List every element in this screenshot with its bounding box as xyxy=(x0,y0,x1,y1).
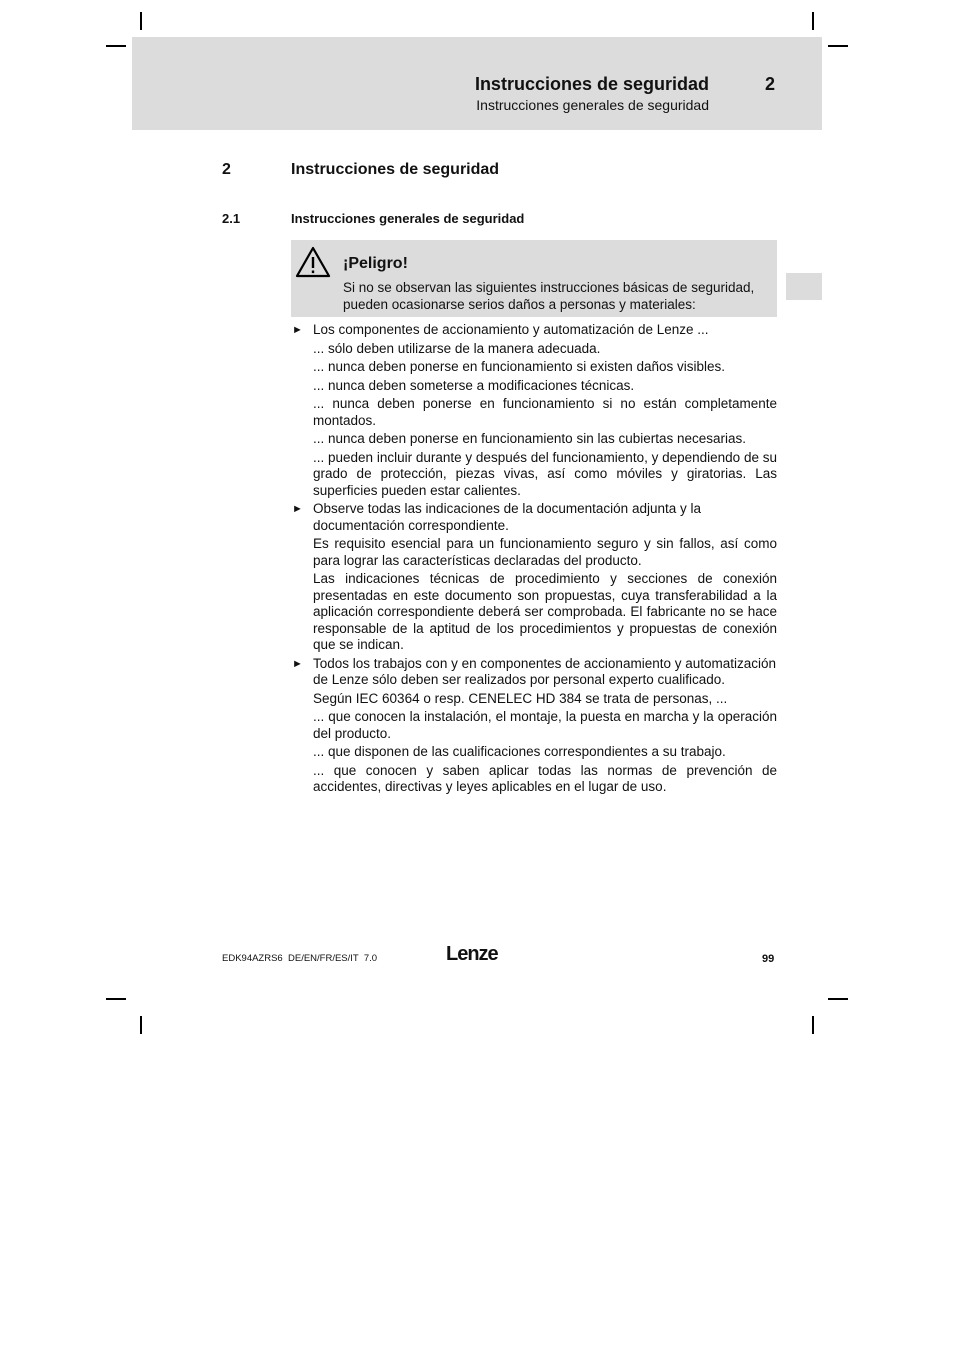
lenze-logo: Lenze xyxy=(446,943,498,965)
bullet-text: ... que conocen y saben aplicar todas las normas de prevención de accidentes, directivas y leyes aplicables en el lugar de uso. xyxy=(313,762,777,794)
danger-text: Si no se observan las siguientes instrucciones básicas de seguridad, pueden ocasionarse serios daños a personas y materiales: xyxy=(343,280,755,312)
crop-mark xyxy=(812,1016,814,1034)
side-tab-marker xyxy=(786,273,822,300)
bullet-text: ... sólo deben utilizarse de la manera adecuada. xyxy=(313,340,601,356)
subsection-number: 2.1 xyxy=(222,211,241,226)
bullet-text: Es requisito esencial para un funcionamiento seguro y sin fallos, así como para lograr las características declaradas del producto. xyxy=(313,536,777,568)
header-title: Instrucciones de seguridad xyxy=(474,74,709,94)
danger-title: ¡Peligro! xyxy=(343,255,408,272)
bullet-arrow-icon: ► xyxy=(292,503,303,515)
bullet-item xyxy=(291,656,777,796)
section-number: 2 xyxy=(222,161,231,178)
warning-triangle-icon xyxy=(295,246,331,278)
bullet-text: ... nunca deben ponerse en funcionamiento sin las cubiertas necesarias. xyxy=(313,431,747,446)
bullet-arrow-icon: ► xyxy=(292,324,303,336)
bullet-text: ... nunca deben ponerse en funcionamiento si no están completamente montados. xyxy=(313,396,777,428)
crop-mark xyxy=(106,998,126,1000)
bullet-text: Según IEC 60364 o resp. CENELEC HD 384 se trata de personas, ... xyxy=(313,690,728,706)
bullet-text: ... nunca deben someterse a modificaciones técnicas. xyxy=(313,377,635,393)
bullet-item xyxy=(291,322,777,499)
subsection-title: Instrucciones generales de seguridad xyxy=(291,211,525,226)
danger-notice xyxy=(291,240,777,317)
crop-mark xyxy=(828,45,848,47)
header-subtitle: Instrucciones generales de seguridad xyxy=(476,97,709,113)
bullet-text: Las indicaciones técnicas de procedimiento y secciones de conexión presentadas en este documento son propuestas, cuya transferabilidad a la aplicación correspondiente deberá ser comprobada. El fabricante no se hace responsable de la aptitud de los procedimientos y propuestas de conexión que se indican. xyxy=(313,571,777,652)
bullet-text: ... que conocen la instalación, el montaje, la puesta en marcha y la operación del producto. xyxy=(313,709,777,741)
crop-mark xyxy=(140,12,142,30)
crop-mark xyxy=(140,1016,142,1034)
bullet-text: ... que disponen de las cualificaciones correspondientes a su trabajo. xyxy=(313,744,726,759)
footer-document-code: EDK94AZRS6 DE/EN/FR/ES/IT 7.0 xyxy=(222,953,378,964)
page-number: 99 xyxy=(762,953,775,965)
bullet-text: ... pueden incluir durante y después del funcionamiento, y dependiendo de su grado de protección, piezas vivas, así como móviles y giratorias. Las superficies pueden estar calientes. xyxy=(313,449,777,498)
crop-mark xyxy=(106,45,126,47)
crop-mark xyxy=(812,12,814,30)
bullet-arrow-icon: ► xyxy=(292,657,303,670)
bullet-text: ... nunca deben ponerse en funcionamiento si existen daños visibles. xyxy=(313,359,726,374)
bullet-text: Observe todas las indicaciones de la documentación adjunta y la documentación correspondiente. xyxy=(313,501,701,533)
bullet-item xyxy=(291,501,777,654)
bullet-text: Todos los trabajos con y en componentes de accionamiento y automatización de Lenze sólo deben ser realizados por personal experto cualificado. xyxy=(313,655,777,687)
crop-mark xyxy=(828,998,848,1000)
bullet-text: Los componentes de accionamiento y automatización de Lenze ... xyxy=(313,322,709,337)
safety-instructions-list xyxy=(291,322,777,798)
section-title: Instrucciones de seguridad xyxy=(291,161,500,178)
header-chapter-number: 2 xyxy=(765,74,776,94)
